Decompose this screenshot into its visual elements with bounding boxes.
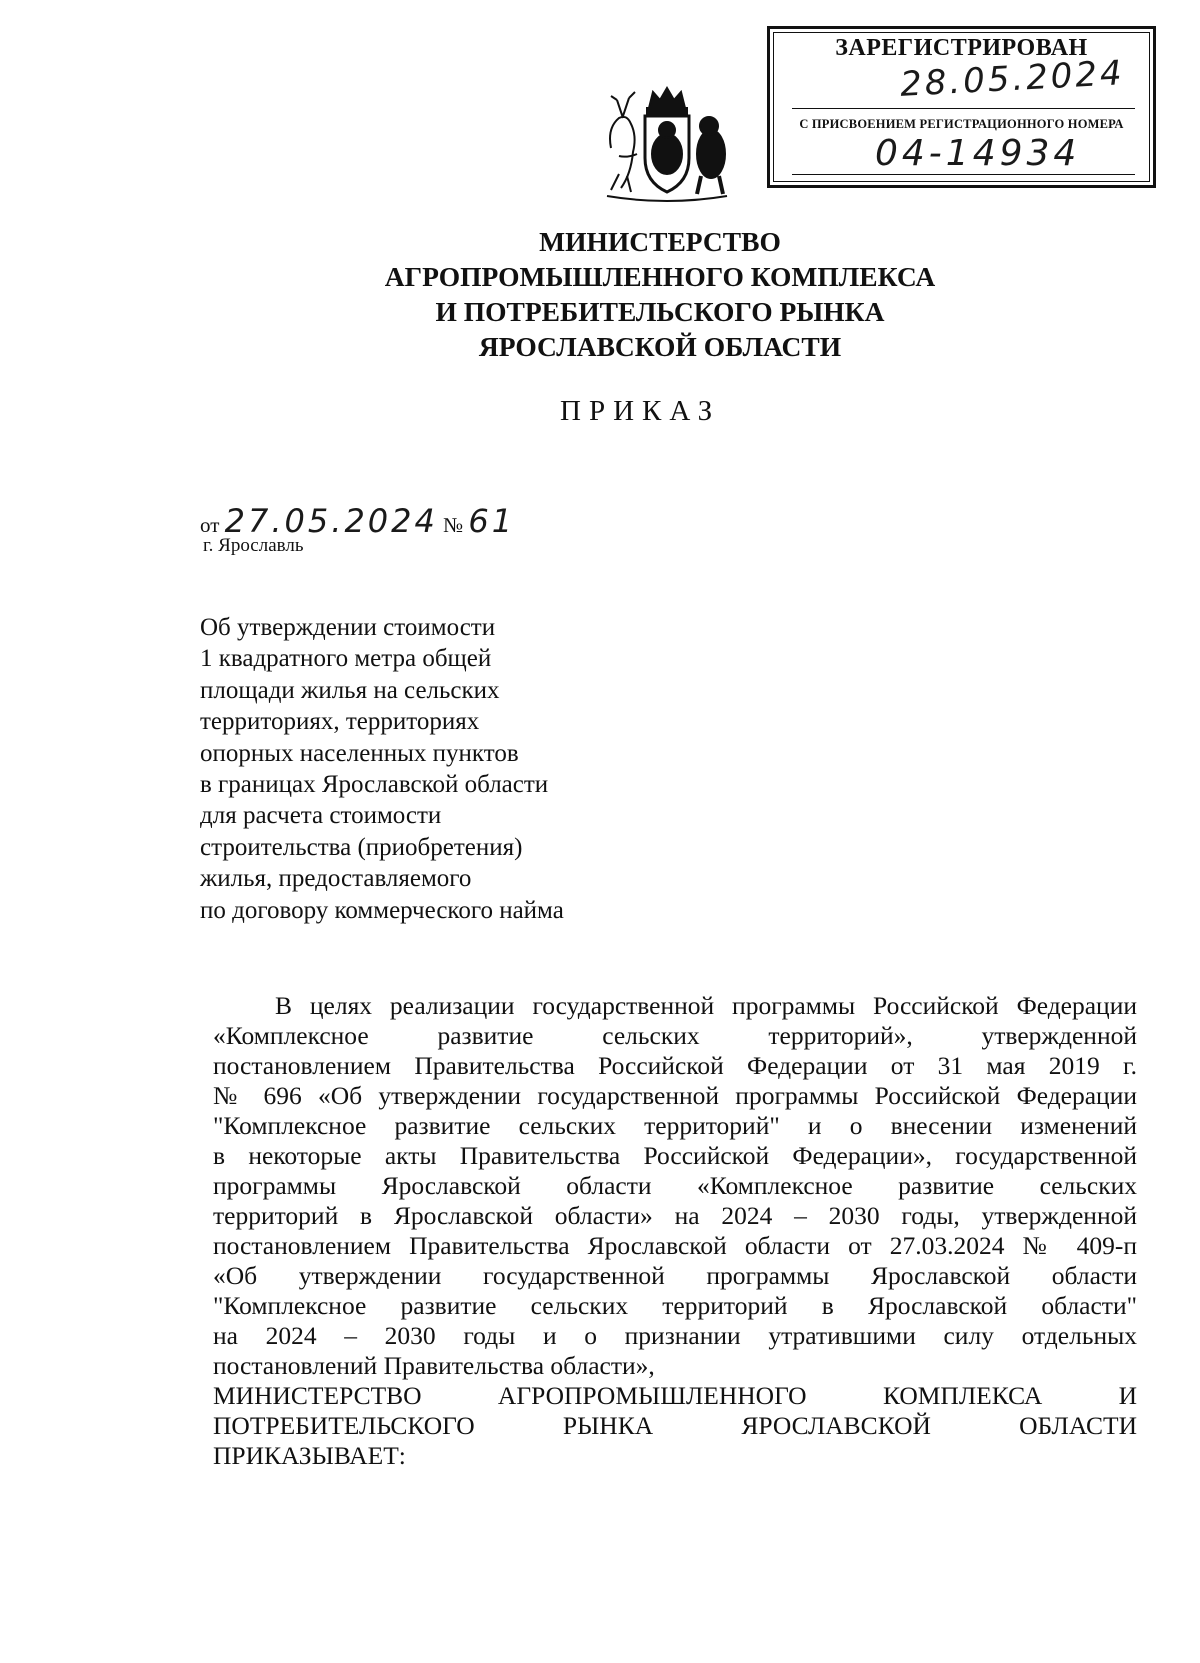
coat-of-arms-icon — [597, 78, 737, 208]
order-subject — [200, 612, 564, 926]
body-line: постановлением Правительства Ярославской области от 27.03.2024 № 409-п — [213, 1231, 1137, 1260]
body-line: "Комплексное развитие сельских территорий" и о внесении изменений — [213, 1111, 1137, 1140]
order-date: 27.05.2024 — [224, 502, 438, 540]
subject-line: опорных населенных пунктов — [200, 739, 519, 767]
stamp-subtitle: С ПРИСВОЕНИЕМ РЕГИСТРАЦИОННОГО НОМЕРА — [799, 117, 1124, 131]
order-prefix: от — [200, 513, 220, 537]
body-line: В целях реализации государственной программы Российской Федерации — [275, 991, 1137, 1020]
subject-line: по договору коммерческого найма — [200, 896, 564, 924]
body-line: «Об утверждении государственной программы Ярославской области — [213, 1261, 1137, 1290]
order-body — [213, 991, 1137, 1471]
body-line: «Комплексное развитие сельских территорий», утвержденной — [213, 1021, 1137, 1050]
body-line: программы Ярославской области «Комплексное развитие сельских — [213, 1171, 1137, 1200]
document-type-title: ПРИКАЗ — [560, 395, 721, 427]
body-line: МИНИСТЕРСТВО АГРОПРОМЫШЛЕННОГО КОМПЛЕКСА И — [213, 1381, 1137, 1410]
ministry-name-line: АГРОПРОМЫШЛЕННОГО КОМПЛЕКСА — [384, 261, 936, 292]
stamp-divider — [792, 174, 1135, 175]
body-line: на 2024 – 2030 годы и о признании утратившими силу отдельных — [213, 1321, 1137, 1350]
ministry-name-line: И ПОТРЕБИТЕЛЬСКОГО РЫНКА — [435, 296, 885, 327]
subject-line: 1 квадратного метра общей — [200, 645, 492, 673]
body-line: ПОТРЕБИТЕЛЬСКОГО РЫНКА ЯРОСЛАВСКОЙ ОБЛАСТИ — [213, 1411, 1137, 1440]
subject-line: строительства (приобретения) — [200, 833, 523, 861]
body-line: постановлением Правительства Российской Федерации от 31 мая 2019 г. — [213, 1051, 1137, 1080]
registration-stamp — [767, 26, 1156, 188]
subject-line: в границах Ярославской области — [200, 771, 549, 799]
subject-line: площади жилья на сельских — [200, 676, 500, 704]
stamp-divider — [792, 108, 1135, 109]
subject-line: для расчета стоимости — [200, 802, 442, 830]
stamp-date: 28.05.2024 — [899, 53, 1126, 105]
stamp-registration-number: 04-14934 — [875, 133, 1081, 174]
body-line: в некоторые акты Правительства Российской Федерации», государственной — [213, 1141, 1137, 1170]
subject-line: жилья, предоставляемого — [200, 865, 472, 893]
order-city: г. Ярославль — [203, 535, 304, 556]
ministry-name-line: МИНИСТЕРСТВО — [539, 226, 781, 257]
body-line: № 696 «Об утверждении государственной программы Российской Федерации — [213, 1081, 1137, 1110]
body-line: ПРИКАЗЫВАЕТ: — [213, 1441, 406, 1470]
body-line: территорий в Ярославской области» на 2024 – 2030 годы, утвержденной — [213, 1201, 1137, 1230]
ministry-name-line: ЯРОСЛАВСКОЙ ОБЛАСТИ — [478, 331, 842, 362]
body-line: постановлений Правительства области», — [213, 1351, 655, 1380]
subject-line: территориях, территориях — [200, 708, 480, 736]
body-line: "Комплексное развитие сельских территорий в Ярославской области" — [213, 1291, 1137, 1320]
stamp-title: ЗАРЕГИСТРИРОВАН — [835, 35, 1088, 61]
order-number-sign: № — [443, 513, 464, 537]
order-number: 61 — [468, 502, 516, 540]
subject-line: Об утверждении стоимости — [200, 614, 496, 641]
